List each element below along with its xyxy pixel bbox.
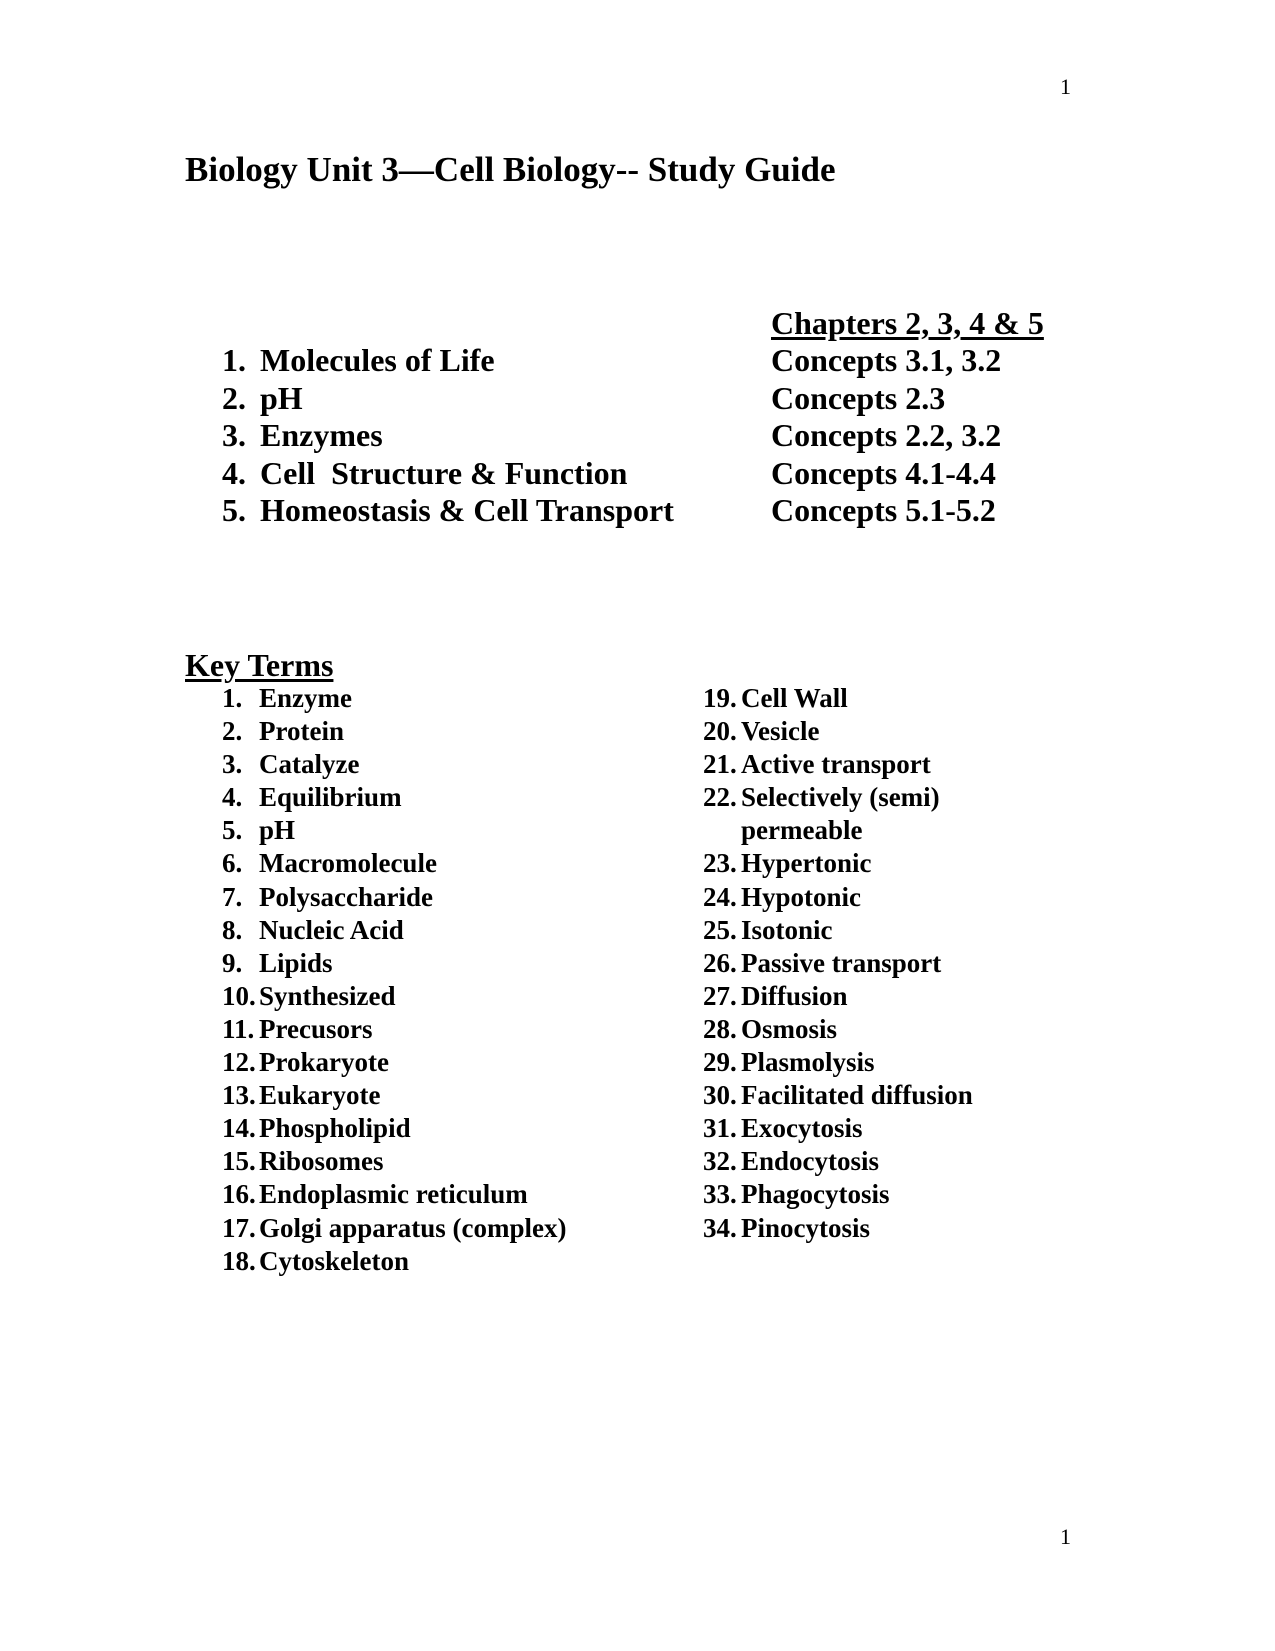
topic-concepts: Concepts 4.1-4.4 (771, 454, 996, 491)
key-term-text: Diffusion (741, 980, 848, 1011)
topic-number: 1. (222, 342, 246, 378)
key-term-number: 33. (703, 1179, 737, 1210)
topic-number: 4. (222, 454, 246, 491)
key-term-text: Endocytosis (741, 1146, 880, 1177)
key-term-text: Hypertonic (741, 848, 872, 879)
key-term-item (703, 1145, 880, 1178)
key-term-item (703, 1079, 973, 1112)
key-term-text: Macromolecule (259, 848, 437, 879)
key-term-number: 11. (222, 1013, 255, 1044)
key-term-text: Catalyze (259, 749, 360, 780)
key-term-number: 22. (703, 782, 737, 813)
key-term-number: 1. (222, 683, 243, 713)
key-term-number: 7. (222, 881, 243, 912)
topic-name: Cell Structure & Function (260, 454, 628, 491)
key-term-text: Selectively (semi) (741, 782, 940, 813)
key-term-number: 18. (222, 1245, 256, 1276)
key-term-number: 13. (222, 1080, 256, 1111)
topic-name: Enzymes (260, 417, 383, 453)
key-term-number: 12. (222, 1047, 256, 1078)
key-term-number: 3. (222, 749, 243, 780)
topic-number: 5. (222, 492, 246, 528)
topic-name: pH (260, 379, 303, 416)
key-term-number: 29. (703, 1047, 737, 1078)
key-term-item (703, 781, 940, 814)
key-term-number: 21. (703, 749, 737, 780)
key-term-text: Synthesized (259, 980, 396, 1011)
key-term-number: 27. (703, 980, 737, 1011)
key-term-text: Pinocytosis (741, 1212, 871, 1243)
key-term-continuation: permeable (741, 815, 863, 846)
key-term-number: 30. (703, 1080, 737, 1111)
key-term-text: Isotonic (741, 914, 833, 945)
page-number-top: 1 (1060, 74, 1071, 99)
key-term-item (703, 1212, 871, 1245)
key-term-text: Hypotonic (741, 881, 862, 912)
key-term-number: 9. (222, 947, 243, 978)
topic-number: 3. (222, 417, 246, 453)
key-term-number: 25. (703, 914, 737, 945)
key-term-number: 8. (222, 914, 243, 945)
key-term-text: Plasmolysis (741, 1047, 875, 1078)
key-term-text: Phospholipid (259, 1113, 411, 1144)
key-term-text: pH (259, 815, 296, 846)
document-title: Biology Unit 3—Cell Biology-- Study Guide (185, 150, 836, 189)
topic-name: Molecules of Life (260, 342, 495, 378)
key-term-item (703, 1178, 890, 1211)
key-term-item (703, 914, 862, 947)
key-term-text: Enzyme (259, 683, 352, 713)
key-term-text: Lipids (259, 947, 333, 978)
key-term-text: Precusors (259, 1013, 373, 1044)
key-term-number: 19. (703, 683, 737, 713)
key-term-text: Equilibrium (259, 782, 402, 813)
key-terms-right-column (703, 682, 973, 1245)
key-term-number: 6. (222, 848, 243, 879)
key-term-item (703, 847, 872, 880)
key-term-text: Golgi apparatus (complex) (259, 1212, 567, 1243)
key-term-item (703, 715, 862, 748)
key-term-text: Polysaccharide (259, 881, 433, 912)
key-term-number: 32. (703, 1146, 737, 1177)
key-term-item (703, 748, 931, 781)
topic-concepts: Concepts 5.1-5.2 (771, 492, 996, 528)
key-term-text: Cell Wall (741, 683, 848, 713)
key-term-text: Endoplasmic reticulum (259, 1179, 528, 1210)
key-term-number: 10. (222, 980, 256, 1011)
key-term-number: 23. (703, 848, 737, 879)
key-term-number: 28. (703, 1013, 737, 1044)
key-term-number: 20. (703, 716, 737, 747)
topic-name: Homeostasis & Cell Transport (260, 492, 674, 528)
key-term-number: 15. (222, 1146, 256, 1177)
key-term-number: 26. (703, 947, 737, 978)
page-number-bottom: 1 (1060, 1524, 1071, 1549)
key-term-item (703, 1112, 862, 1145)
key-term-number: 34. (703, 1212, 737, 1243)
key-term-text: Protein (259, 716, 344, 747)
key-term-item (703, 1046, 875, 1079)
key-term-text: Osmosis (741, 1013, 838, 1044)
key-term-number: 14. (222, 1113, 256, 1144)
key-terms-heading: Key Terms (185, 647, 334, 683)
key-term-number: 16. (222, 1179, 256, 1210)
topic-number: 2. (222, 379, 246, 416)
key-term-number: 17. (222, 1212, 256, 1243)
key-term-text: Nucleic Acid (259, 914, 404, 945)
key-term-text: Cytoskeleton (259, 1245, 409, 1276)
key-term-number: 31. (703, 1113, 737, 1144)
topic-concepts: Concepts 3.1, 3.2 (771, 342, 1002, 378)
key-term-item (703, 947, 942, 980)
key-term-text: Ribosomes (259, 1146, 384, 1177)
key-term-text: Active transport (741, 749, 931, 780)
chapters-header: Chapters 2, 3, 4 & 5 (771, 305, 1044, 341)
key-term-item (703, 980, 862, 1013)
key-term-item (703, 881, 862, 914)
key-term-text: Exocytosis (741, 1113, 863, 1144)
key-term-item (703, 682, 862, 715)
key-term-number: 2. (222, 716, 243, 747)
key-term-text: Eukaryote (259, 1080, 381, 1111)
key-term-text: Phagocytosis (741, 1179, 890, 1210)
key-term-item (703, 1013, 862, 1046)
key-term-number: 5. (222, 815, 243, 846)
key-term-text: Vesicle (741, 716, 820, 747)
key-term-number: 24. (703, 881, 737, 912)
key-term-text: Prokaryote (259, 1047, 389, 1078)
topic-concepts: Concepts 2.3 (771, 379, 946, 416)
topic-concepts: Concepts 2.2, 3.2 (771, 417, 1002, 453)
key-term-text: Passive transport (741, 947, 942, 978)
key-term-number: 4. (222, 782, 243, 813)
key-term-text: Facilitated diffusion (741, 1080, 973, 1111)
